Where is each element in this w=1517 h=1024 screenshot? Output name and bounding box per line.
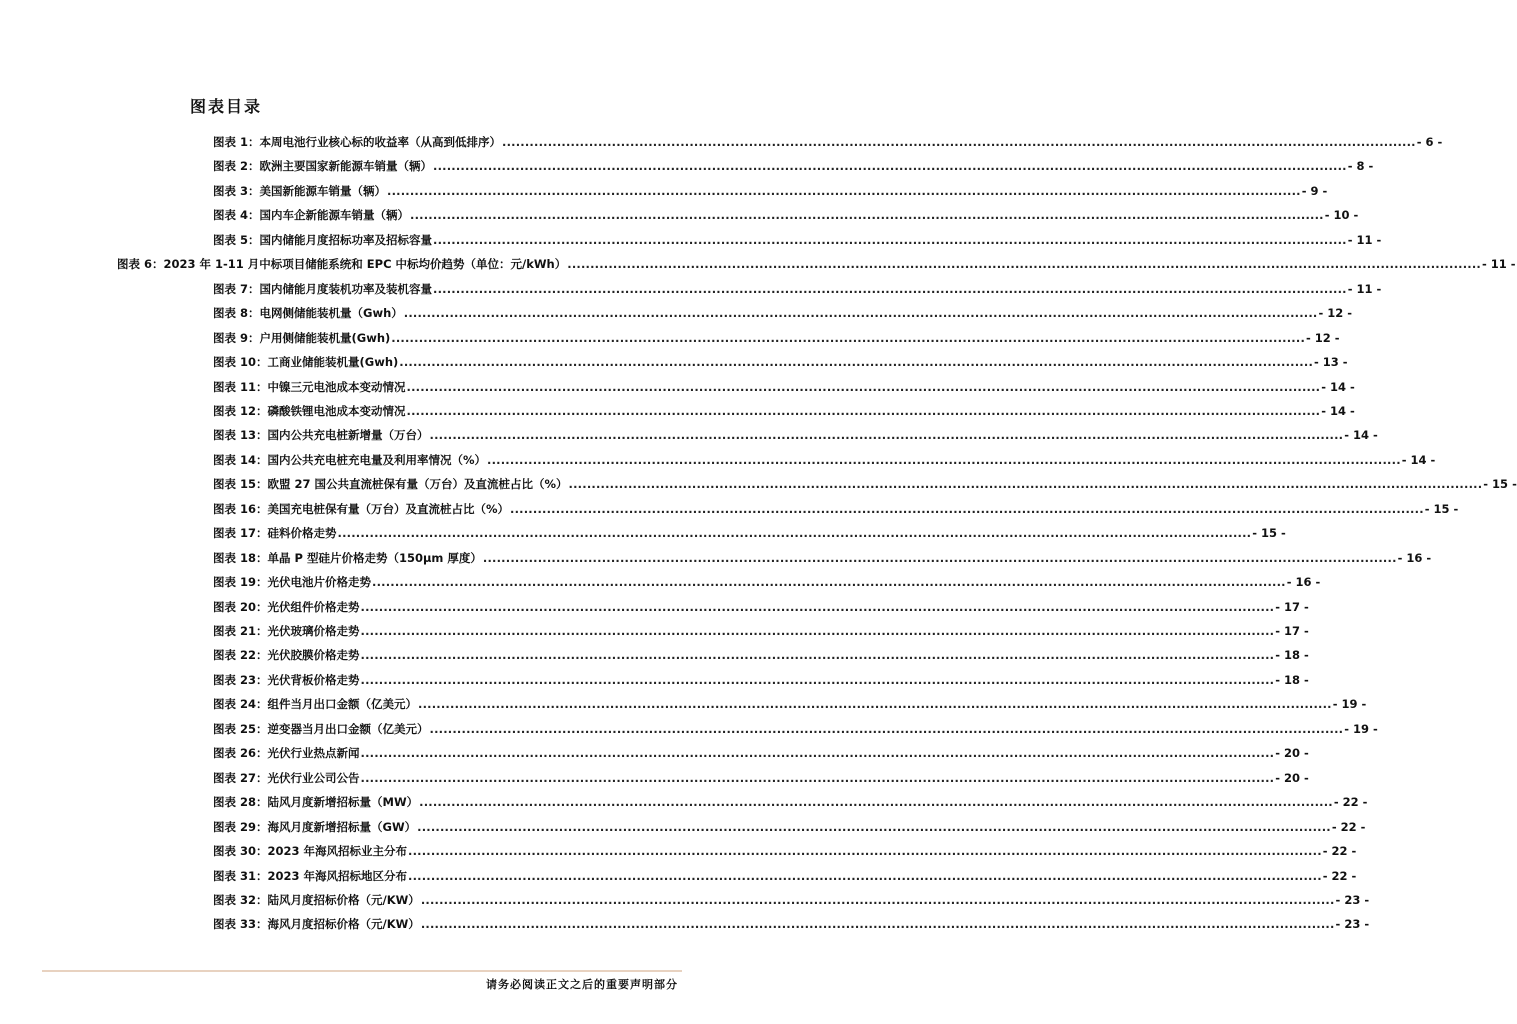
toc-entry[interactable] <box>117 249 1516 272</box>
toc-entry[interactable] <box>213 689 1367 712</box>
toc-entry-page: - 15 - <box>1483 477 1517 492</box>
toc-entry[interactable] <box>213 738 1309 761</box>
toc-entry[interactable] <box>213 298 1353 321</box>
toc-entry[interactable] <box>213 543 1432 565</box>
toc-entry-page: - 12 - <box>1306 330 1340 345</box>
toc-entry[interactable] <box>213 861 1357 883</box>
toc-entry-page: - 22 - <box>1333 795 1368 810</box>
toc-dot-leader: ........................................................................................................................................................................................................ <box>406 379 1321 394</box>
toc-entry-title: 图表 10：工商业储能装机量(Gwh) <box>213 355 399 370</box>
toc-dot-leader: ........................................................................................................................................................................................................ <box>487 452 1401 467</box>
toc-entry[interactable] <box>213 812 1366 834</box>
toc-entry[interactable] <box>213 714 1378 736</box>
toc-entry-page: - 14 - <box>1321 379 1355 394</box>
toc-entry-title: 图表 31：2023 年海风招标地区分布 <box>213 868 408 883</box>
toc-entry-page: - 11 - <box>1347 232 1382 247</box>
toc-entry[interactable] <box>213 127 1443 149</box>
toc-entry[interactable] <box>213 372 1355 394</box>
toc-entry-page: - 13 - <box>1314 355 1348 370</box>
toc-dot-leader: ........................................................................................................................................................................................................ <box>403 306 1318 321</box>
toc-entry-page: - 19 - <box>1332 697 1367 712</box>
toc-entry-title: 图表 7：国内储能月度装机功率及装机容量 <box>213 281 433 296</box>
toc-dot-leader: ........................................................................................................................................................................................................ <box>360 648 1275 663</box>
toc-entry-page: - 18 - <box>1275 648 1309 663</box>
toc-entry[interactable] <box>213 518 1286 541</box>
toc-entry[interactable] <box>213 494 1459 516</box>
toc-dot-leader: ........................................................................................................................................................................................................ <box>410 208 1324 223</box>
toc-dot-leader: ........................................................................................................................................................................................................ <box>408 868 1322 883</box>
toc-entry-title: 图表 26：光伏行业热点新闻 <box>213 746 360 761</box>
toc-entry-page: - 11 - <box>1481 257 1516 272</box>
toc-entry[interactable] <box>213 176 1328 198</box>
toc-entry-title: 图表 23：光伏背板价格走势 <box>213 672 360 687</box>
toc-entry-page: - 23 - <box>1335 892 1370 907</box>
toc-entry-title: 图表 13：国内公共充电桩新增量（万台） <box>213 428 429 443</box>
toc-dot-leader: ........................................................................................................................................................................................................ <box>387 183 1301 198</box>
toc-entry[interactable] <box>213 616 1309 638</box>
toc-entry-title: 图表 29：海风月度新增招标量（GW） <box>213 819 417 834</box>
toc-dot-leader: ........................................................................................................................................................................................................ <box>360 770 1275 785</box>
toc-entry-title: 图表 6：2023 年 1-11 月中标项目储能系统和 EPC 中标均价趋势（单位：元/kWh） <box>117 257 567 272</box>
toc-entry[interactable] <box>213 151 1374 174</box>
toc-entry-title: 图表 18：单晶 P 型硅片价格走势（150μm 厚度） <box>213 550 482 565</box>
toc-entry[interactable] <box>213 396 1355 418</box>
toc-entry-title: 图表 3：美国新能源车销量（辆） <box>213 183 387 198</box>
toc-entry-title: 图表 19：光伏电池片价格走势 <box>213 575 372 590</box>
toc-entry[interactable] <box>213 665 1309 687</box>
toc-entry-page: - 17 - <box>1275 599 1309 614</box>
toc-dot-leader: ........................................................................................................................................................................................................ <box>433 281 1347 296</box>
toc-dot-leader: ........................................................................................................................................................................................................ <box>482 550 1397 565</box>
toc-entry[interactable] <box>213 885 1370 907</box>
toc-entry-title: 图表 24：组件当月出口金额（亿美元） <box>213 697 418 712</box>
toc-entry-title: 图表 4：国内车企新能源车销量（辆） <box>213 208 410 223</box>
toc-entry-page: - 16 - <box>1397 550 1432 565</box>
toc-dot-leader: ........................................................................................................................................................................................................ <box>406 403 1321 418</box>
toc-entry-page: - 8 - <box>1347 159 1374 174</box>
toc-entry[interactable] <box>213 323 1340 345</box>
toc-dot-leader: ........................................................................................................................................................................................................ <box>360 746 1275 761</box>
footer-divider <box>42 970 682 972</box>
toc-entry[interactable] <box>213 445 1436 467</box>
toc-entry[interactable] <box>213 347 1348 370</box>
toc-entry-title: 图表 12：磷酸铁锂电池成本变动情况 <box>213 403 406 418</box>
toc-dot-leader: ........................................................................................................................................................................................................ <box>568 477 1483 492</box>
toc-entry[interactable] <box>213 787 1368 810</box>
toc-dot-leader: ........................................................................................................................................................................................................ <box>399 355 1314 370</box>
toc-dot-leader: ........................................................................................................................................................................................................ <box>567 257 1481 272</box>
toc-dot-leader: ........................................................................................................................................................................................................ <box>372 575 1286 590</box>
toc-entry-page: - 22 - <box>1331 819 1366 834</box>
toc-entry-page: - 14 - <box>1321 403 1355 418</box>
toc-entry-page: - 11 - <box>1347 281 1382 296</box>
toc-entry-page: - 23 - <box>1335 917 1370 932</box>
toc-entry-title: 图表 16：美国充电桩保有量（万台）及直流桩占比（%） <box>213 501 510 516</box>
toc-entry[interactable] <box>213 567 1321 590</box>
toc-entry-title: 图表 22：光伏胶膜价格走势 <box>213 648 360 663</box>
toc-entry-page: - 20 - <box>1275 770 1309 785</box>
toc-entry-title: 图表 17：硅料价格走势 <box>213 526 337 541</box>
toc-entry-page: - 20 - <box>1275 746 1309 761</box>
toc-dot-leader: ........................................................................................................................................................................................................ <box>419 795 1333 810</box>
toc-entry-title: 图表 11：中镍三元电池成本变动情况 <box>213 379 406 394</box>
toc-dot-leader: ........................................................................................................................................................................................................ <box>418 697 1332 712</box>
toc-dot-leader: ........................................................................................................................................................................................................ <box>360 672 1275 687</box>
toc-entry-title: 图表 21：光伏玻璃价格走势 <box>213 624 360 638</box>
toc-entry-page: - 16 - <box>1286 575 1321 590</box>
toc-entry[interactable] <box>213 592 1309 614</box>
toc-entry-title: 图表 33：海风月度招标价格（元/KW） <box>213 917 420 932</box>
toc-dot-leader: ........................................................................................................................................................................................................ <box>360 624 1275 638</box>
toc-entry[interactable] <box>213 274 1382 296</box>
toc-entry-title: 图表 28：陆风月度新增招标量（MW） <box>213 795 419 810</box>
toc-entry-title: 图表 27：光伏行业公司公告 <box>213 770 360 785</box>
toc-entry[interactable] <box>213 763 1309 785</box>
toc-entry-page: - 18 - <box>1275 672 1309 687</box>
toc-dot-leader: ........................................................................................................................................................................................................ <box>510 501 1424 516</box>
toc-entry-page: - 14 - <box>1401 452 1436 467</box>
toc-entry-page: - 10 - <box>1324 208 1359 223</box>
toc-entry[interactable] <box>213 420 1378 443</box>
footer-disclaimer: 请务必阅读正文之后的重要声明部分 <box>486 978 678 991</box>
toc-dot-leader: ........................................................................................................................................................................................................ <box>433 232 1347 247</box>
toc-dot-leader: ........................................................................................................................................................................................................ <box>502 135 1416 149</box>
toc-entry-title: 图表 20：光伏组件价格走势 <box>213 599 360 614</box>
toc-entry-title: 图表 2：欧洲主要国家新能源车销量（辆） <box>213 159 433 174</box>
toc-entry-page: - 6 - <box>1416 135 1443 149</box>
toc-entry-page: - 19 - <box>1344 721 1378 736</box>
toc-entry-title: 图表 9：户用侧储能装机量(Gwh) <box>213 330 391 345</box>
toc-entry-title: 图表 32：陆风月度招标价格（元/KW） <box>213 892 420 907</box>
toc-entry[interactable] <box>213 225 1382 247</box>
toc-entry-page: - 22 - <box>1322 844 1357 859</box>
toc-entry-title: 图表 25：逆变器当月出口金额（亿美元） <box>213 721 429 736</box>
toc-dot-leader: ........................................................................................................................................................................................................ <box>420 917 1335 932</box>
toc-entry[interactable] <box>213 836 1357 859</box>
toc-entry-page: - 14 - <box>1344 428 1378 443</box>
toc-entry-title: 图表 1：本周电池行业核心标的收益率（从高到低排序） <box>213 135 502 149</box>
toc-dot-leader: ........................................................................................................................................................................................................ <box>429 721 1344 736</box>
toc-dot-leader: ........................................................................................................................................................................................................ <box>391 330 1306 345</box>
toc-entry-title: 图表 5：国内储能月度招标功率及招标容量 <box>213 232 433 247</box>
toc-entry-page: - 22 - <box>1322 868 1357 883</box>
toc-entry[interactable] <box>213 469 1517 492</box>
toc-entry[interactable] <box>213 200 1359 223</box>
toc-entry-title: 图表 30：2023 年海风招标业主分布 <box>213 844 408 859</box>
toc-entry-page: - 17 - <box>1275 624 1309 638</box>
toc-entry-page: - 15 - <box>1252 526 1286 541</box>
toc-entry-page: - 15 - <box>1424 501 1459 516</box>
toc-dot-leader: ........................................................................................................................................................................................................ <box>337 526 1252 541</box>
toc-dot-leader: ........................................................................................................................................................................................................ <box>417 819 1331 834</box>
toc-entry-title: 图表 14：国内公共充电桩充电量及利用率情况（%） <box>213 452 487 467</box>
toc-entry[interactable] <box>213 640 1309 663</box>
toc-heading: 图表目录 <box>190 97 263 116</box>
toc-entry[interactable] <box>213 909 1370 932</box>
toc-entry-title: 图表 15：欧盟 27 国公共直流桩保有量（万台）及直流桩占比（%） <box>213 477 568 492</box>
toc-entry-page: - 9 - <box>1301 183 1328 198</box>
toc-entry-title: 图表 8：电网侧储能装机量（Gwh） <box>213 306 403 321</box>
toc-dot-leader: ........................................................................................................................................................................................................ <box>408 844 1322 859</box>
toc-dot-leader: ........................................................................................................................................................................................................ <box>433 159 1347 174</box>
toc-dot-leader: ........................................................................................................................................................................................................ <box>429 428 1344 443</box>
toc-dot-leader: ........................................................................................................................................................................................................ <box>360 599 1275 614</box>
toc-dot-leader: ........................................................................................................................................................................................................ <box>420 892 1335 907</box>
toc-entry-page: - 12 - <box>1318 306 1353 321</box>
